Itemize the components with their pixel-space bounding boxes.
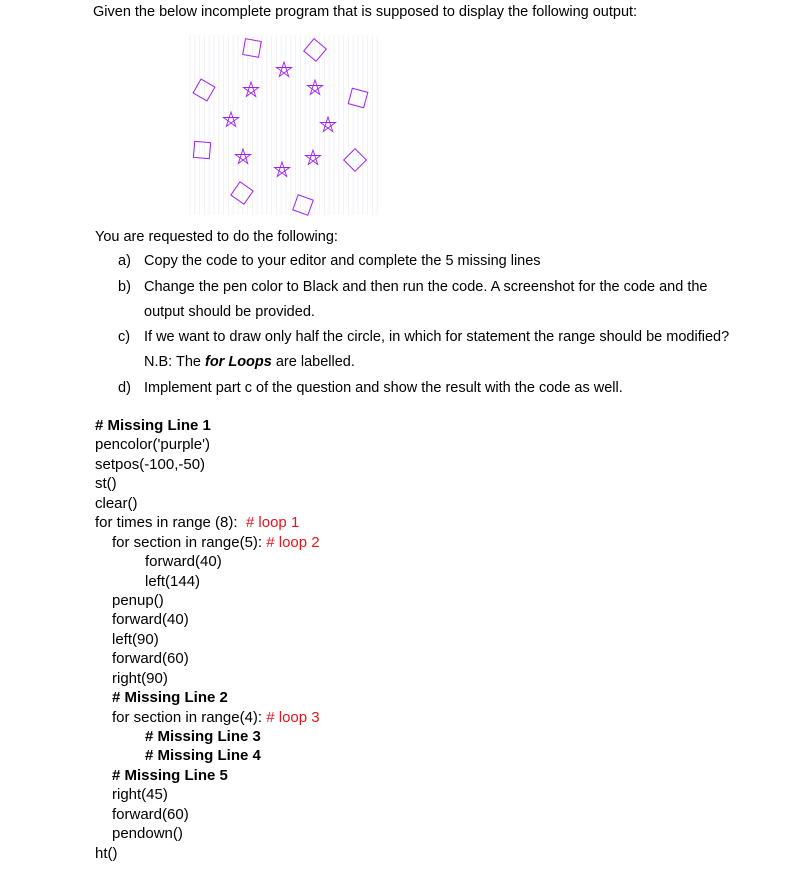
code-line: ht() bbox=[95, 845, 118, 862]
code-line: for section in range(4): # loop 3 bbox=[112, 709, 320, 726]
star-shape bbox=[243, 82, 258, 97]
code-line: # Missing Line 4 bbox=[145, 747, 261, 764]
task-text: Change the pen color to Black and then run the code. A screenshot for the code and the bbox=[144, 279, 708, 295]
code-line: forward(40) bbox=[112, 611, 189, 628]
code-line: pendown() bbox=[112, 825, 183, 842]
task-text: If we want to draw only half the circle, in which for statement the range should be modified? bbox=[144, 329, 730, 345]
code-line: setpos(-100,-50) bbox=[95, 456, 206, 473]
task-letter: d) bbox=[118, 380, 131, 396]
square-shape bbox=[231, 182, 253, 204]
turtle-output-figure bbox=[185, 30, 385, 220]
code-line: penup() bbox=[112, 592, 164, 609]
star-shape bbox=[276, 62, 291, 77]
task-text: Implement part c of the question and show the result with the code as well. bbox=[144, 380, 623, 396]
figure-shapes bbox=[190, 35, 377, 215]
task-text: N.B: The for Loops are labelled. bbox=[144, 354, 355, 370]
task-text: output should be provided. bbox=[144, 304, 315, 320]
code-line: left(90) bbox=[112, 631, 159, 648]
requested-heading: You are requested to do the following: bbox=[95, 229, 338, 245]
code-line: forward(60) bbox=[112, 650, 189, 667]
code-line: left(144) bbox=[145, 573, 201, 590]
code-line: # Missing Line 5 bbox=[112, 767, 228, 784]
task-letter: b) bbox=[118, 279, 131, 295]
code-comment: # loop 1 bbox=[245, 514, 300, 531]
code-line: forward(60) bbox=[112, 806, 189, 823]
code-comment: # loop 3 bbox=[266, 709, 320, 726]
task-letter: a) bbox=[118, 253, 131, 269]
square-shape bbox=[193, 141, 210, 158]
star-shape bbox=[320, 117, 335, 132]
code-line: right(45) bbox=[112, 786, 168, 803]
code-line: clear() bbox=[95, 495, 138, 512]
star-shape bbox=[223, 112, 238, 127]
code-line: forward(40) bbox=[145, 553, 222, 570]
task-text: Copy the code to your editor and complete the 5 missing lines bbox=[144, 253, 541, 269]
code-line: right(90) bbox=[112, 670, 168, 687]
code-line: # Missing Line 1 bbox=[95, 417, 211, 434]
code-line: pencolor('purple') bbox=[95, 436, 210, 453]
intro-text: Given the below incomplete program that is supposed to display the following output: bbox=[93, 4, 638, 20]
code-line: st() bbox=[95, 475, 117, 492]
code-line: for times in range (8): # loop 1 bbox=[95, 514, 300, 531]
task-letter: c) bbox=[118, 329, 131, 345]
code-line: # Missing Line 2 bbox=[112, 689, 228, 706]
star-shape bbox=[305, 150, 320, 165]
code-comment: # loop 2 bbox=[266, 534, 320, 551]
code-line: for section in range(5): # loop 2 bbox=[112, 534, 320, 551]
code-line: # Missing Line 3 bbox=[145, 728, 261, 745]
